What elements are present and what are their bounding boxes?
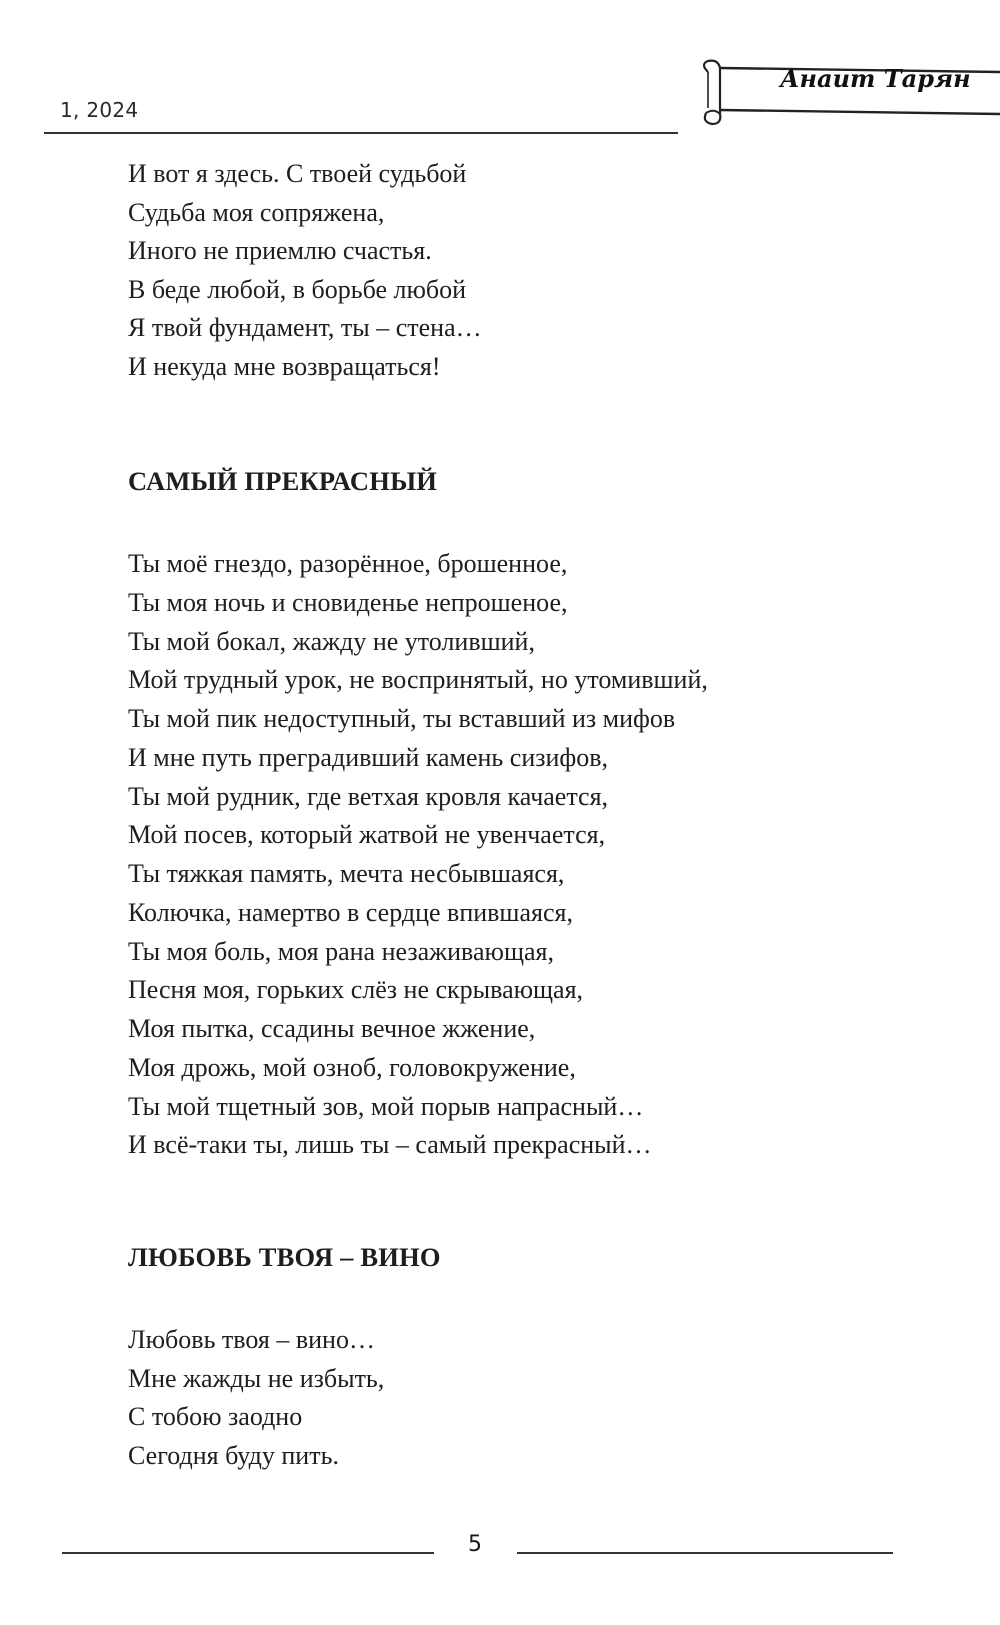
- poem-line: И вот я здесь. С твоей судьбой: [128, 159, 467, 188]
- poem-line: С тобою заодно: [128, 1402, 303, 1431]
- poem-line: Судьба моя сопряжена,: [128, 197, 385, 227]
- poem-line: И мне путь преградивший камень сизифов,: [128, 742, 609, 772]
- poem-line: Ты моя боль, моя рана незаживающая,: [128, 936, 554, 966]
- poem-line: Ты тяжкая память, мечта несбывшаяся,: [128, 859, 565, 888]
- poem-title: ЛЮБОВЬ ТВОЯ – ВИНО: [128, 1242, 441, 1272]
- poem-stanza: [128, 1321, 384, 1475]
- poem-title: САМЫЙ ПРЕКРАСНЫЙ: [128, 466, 438, 496]
- poem-line: Любовь твоя – вино…: [128, 1325, 375, 1354]
- page-number: 5: [468, 1532, 482, 1557]
- poem-line: Я твой фундамент, ты – стена…: [128, 313, 482, 343]
- poem-line: Ты мой пик недоступный, ты вставший из мифов: [128, 704, 676, 733]
- poem-line: Моя пытка, ссадины вечное жжение,: [128, 1014, 536, 1043]
- poem-line: В беде любой, в борьбе любой: [128, 274, 467, 304]
- poem-line: Ты моё гнездо, разорённое, брошенное,: [128, 549, 568, 578]
- poem-line: Колючка, намертво в сердце впившаяся,: [128, 897, 573, 927]
- poem-line: Ты мой тщетный зов, мой порыв напрасный…: [128, 1091, 644, 1121]
- author-signature: Анаит Тарян: [780, 64, 971, 93]
- poem-line: Сегодня буду пить.: [128, 1440, 339, 1470]
- header-rule: [44, 132, 678, 134]
- poem-line: Мне жажды не избыть,: [128, 1363, 385, 1393]
- poem-line: Ты моя ночь и сновиденье непрошеное,: [128, 587, 568, 617]
- poem-line: Моя дрожь, мой озноб, головокружение,: [128, 1052, 576, 1082]
- footer-rule-left: [62, 1552, 434, 1554]
- poem-line: Ты мой рудник, где ветхая кровля качается,: [128, 781, 609, 811]
- poem-stanza: [128, 545, 708, 1165]
- footer-rule-right: [517, 1552, 893, 1554]
- poem-line: Мой посев, который жатвой не увенчается,: [128, 820, 606, 850]
- poem-line: И некуда мне возвращаться!: [128, 351, 441, 381]
- poem-stanza-intro: [128, 155, 482, 387]
- poem-line: И всё-таки ты, лишь ты – самый прекрасный…: [128, 1130, 652, 1160]
- poem-line: Песня моя, горьких слёз не скрывающая,: [128, 975, 584, 1005]
- poem-line: Ты мой бокал, жажду не утоливший,: [128, 626, 535, 656]
- poem-line: Иного не приемлю счастья.: [128, 236, 432, 266]
- poem-line: Мой трудный урок, не воспринятый, но утомивший,: [128, 665, 708, 695]
- issue-number: 1, 2024: [60, 98, 139, 122]
